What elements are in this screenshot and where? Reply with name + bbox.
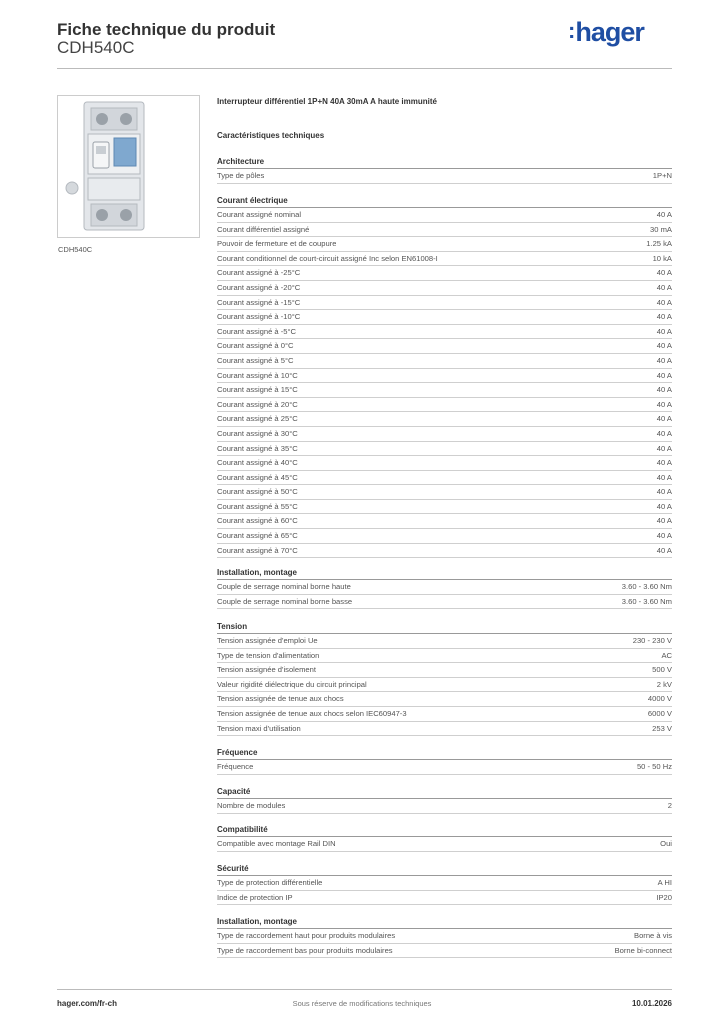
spec-section: [217, 155, 672, 184]
circuit-breaker-illustration: [58, 96, 199, 237]
spec-label: Courant assigné à -20°C: [217, 282, 301, 292]
spec-label: Courant assigné à 0°C: [217, 341, 294, 351]
footer-website-link[interactable]: hager.com/fr-ch: [57, 999, 118, 1008]
spec-label: Courant assigné à 65°C: [217, 531, 298, 541]
spec-value: 40 A: [656, 399, 672, 409]
spec-row: [217, 383, 672, 398]
spec-row: [217, 663, 672, 678]
spec-section: [217, 566, 672, 609]
spec-row: [217, 500, 672, 515]
logo-text: hager: [575, 17, 644, 47]
spec-row: [217, 266, 672, 281]
spec-row: [217, 412, 672, 427]
spec-label: Courant assigné à 40°C: [217, 458, 298, 468]
spec-label: Courant assigné à 35°C: [217, 443, 298, 453]
spec-value: 40 A: [656, 326, 672, 336]
spec-label: Tension assignée d'emploi Ue: [217, 636, 318, 645]
spec-label: Type de tension d'alimentation: [217, 650, 320, 660]
spec-value: 230 - 230 V: [632, 636, 672, 645]
spec-value: A HI: [657, 878, 672, 887]
spec-value: Borne à vis: [634, 931, 672, 940]
product-image: [57, 95, 200, 238]
spec-row: [217, 471, 672, 486]
spec-label: Courant assigné à 45°C: [217, 472, 298, 482]
spec-label: Fréquence: [217, 762, 254, 771]
spec-value: 40 A: [656, 516, 672, 526]
spec-value: 40 A: [656, 341, 672, 351]
spec-row: [217, 544, 672, 559]
spec-label: Courant assigné à 20°C: [217, 399, 298, 409]
spec-value: 40 A: [656, 210, 672, 219]
spec-value: 40 A: [656, 268, 672, 278]
spec-row: [217, 799, 672, 814]
spec-value: 2: [667, 801, 672, 810]
spec-row: [217, 678, 672, 693]
spec-row: [217, 649, 672, 664]
spec-row: [217, 529, 672, 544]
spec-row: [217, 692, 672, 707]
spec-label: Courant assigné nominal: [217, 210, 302, 219]
spec-label: Indice de protection IP: [217, 892, 293, 902]
spec-label: Courant assigné à 5°C: [217, 355, 294, 365]
header-divider: [57, 68, 672, 69]
spec-row: [217, 427, 672, 442]
section-title: Tension: [217, 620, 672, 634]
spec-row: [217, 208, 672, 223]
spec-value: 4000 V: [647, 694, 672, 704]
spec-label: Courant assigné à -5°C: [217, 326, 297, 336]
spec-value: 2 kV: [656, 679, 672, 689]
spec-row: [217, 169, 672, 184]
spec-row: [217, 595, 672, 610]
spec-label: Couple de serrage nominal borne haute: [217, 582, 351, 591]
section-title: Sécurité: [217, 862, 672, 876]
spec-row: [217, 760, 672, 775]
spec-label: Type de protection différentielle: [217, 878, 323, 887]
section-title: Architecture: [217, 155, 672, 169]
spec-label: Compatible avec montage Rail DIN: [217, 839, 336, 848]
spec-row: [217, 891, 672, 906]
tech-specs-heading: Caractéristiques techniques: [217, 131, 325, 140]
spec-label: Courant assigné à 70°C: [217, 545, 298, 555]
spec-section: [217, 862, 672, 905]
spec-value: 40 A: [656, 428, 672, 438]
spec-value: 40 A: [656, 385, 672, 395]
spec-label: Type de pôles: [217, 171, 265, 180]
section-title: Compatibilité: [217, 823, 672, 837]
section-title: Capacité: [217, 785, 672, 799]
spec-label: Tension assignée d'isolement: [217, 665, 316, 675]
spec-label: Courant assigné à 25°C: [217, 414, 298, 424]
spec-row: [217, 296, 672, 311]
section-title: Installation, montage: [217, 566, 672, 580]
spec-value: IP20: [656, 892, 672, 902]
spec-row: [217, 252, 672, 267]
spec-label: Courant différentiel assigné: [217, 224, 310, 234]
spec-value: 6000 V: [647, 708, 672, 718]
spec-row: [217, 442, 672, 457]
spec-value: 10 kA: [652, 253, 672, 263]
spec-value: 40 A: [656, 501, 672, 511]
spec-row: [217, 281, 672, 296]
spec-label: Tension assignée de tenue aux chocs selon IEC60947-3: [217, 708, 407, 718]
spec-section: [217, 915, 672, 958]
spec-section: [217, 823, 672, 852]
spec-value: 1P+N: [652, 171, 672, 180]
spec-row: [217, 237, 672, 252]
spec-value: 40 A: [656, 414, 672, 424]
spec-row: [217, 223, 672, 238]
spec-label: Courant assigné à 50°C: [217, 487, 298, 497]
spec-row: [217, 634, 672, 649]
spec-value: 40 A: [656, 545, 672, 555]
spec-row: [217, 514, 672, 529]
spec-value: Borne bi-connect: [614, 945, 672, 955]
spec-label: Valeur rigidité diélectrique du circuit principal: [217, 679, 367, 689]
spec-value: AC: [661, 650, 672, 660]
spec-label: Tension maxi d'utilisation: [217, 723, 301, 733]
spec-value: 40 A: [656, 297, 672, 307]
spec-row: [217, 325, 672, 340]
spec-row: [217, 339, 672, 354]
spec-value: 50 - 50 Hz: [636, 762, 672, 771]
spec-row: [217, 722, 672, 737]
spec-row: [217, 876, 672, 891]
spec-label: Courant assigné à -10°C: [217, 312, 301, 322]
spec-value: 40 A: [656, 312, 672, 322]
spec-value: Oui: [660, 839, 672, 848]
section-title: Installation, montage: [217, 915, 672, 929]
spec-value: 40 A: [656, 472, 672, 482]
spec-row: [217, 580, 672, 595]
spec-label: Courant assigné à 30°C: [217, 428, 298, 438]
spec-label: Tension assignée de tenue aux chocs: [217, 694, 344, 704]
spec-value: 40 A: [656, 487, 672, 497]
spec-value: 3.60 - 3.60 Nm: [621, 582, 672, 591]
spec-label: Courant assigné à 60°C: [217, 516, 298, 526]
spec-value: 1.25 kA: [646, 239, 672, 249]
spec-label: Courant assigné à -25°C: [217, 268, 301, 278]
spec-row: [217, 944, 672, 959]
product-reference: CDH540C: [57, 38, 135, 57]
spec-label: Courant assigné à 10°C: [217, 370, 298, 380]
spec-section: [217, 746, 672, 775]
spec-value: 40 A: [656, 458, 672, 468]
spec-row: [217, 929, 672, 944]
spec-value: 40 A: [656, 531, 672, 541]
spec-label: Type de raccordement bas pour produits modulaires: [217, 945, 393, 955]
spec-section: [217, 620, 672, 736]
spec-label: Type de raccordement haut pour produits modulaires: [217, 931, 396, 940]
spec-value: 500 V: [652, 665, 672, 675]
page-title: Fiche technique du produit: [57, 20, 276, 39]
spec-label: Nombre de modules: [217, 801, 286, 810]
section-title: Fréquence: [217, 746, 672, 760]
spec-value: 30 mA: [650, 224, 672, 234]
spec-row: [217, 456, 672, 471]
spec-value: 3.60 - 3.60 Nm: [621, 596, 672, 606]
spec-value: 40 A: [656, 282, 672, 292]
spec-row: [217, 485, 672, 500]
product-image-caption: CDH540C: [58, 245, 93, 254]
spec-label: Courant conditionnel de court-circuit assigné Inc selon EN61008-I: [217, 253, 438, 263]
spec-section: [217, 194, 672, 558]
footer-divider: [57, 989, 672, 990]
spec-row: [217, 310, 672, 325]
footer-date: 10.01.2026: [631, 999, 672, 1008]
spec-value: 40 A: [656, 370, 672, 380]
spec-label: Couple de serrage nominal borne basse: [217, 596, 353, 606]
section-title: Courant électrique: [217, 194, 672, 208]
spec-label: Courant assigné à -15°C: [217, 297, 301, 307]
spec-value: 40 A: [656, 355, 672, 365]
spec-label: Courant assigné à 55°C: [217, 501, 298, 511]
spec-value: 253 V: [652, 723, 672, 733]
footer-disclaimer: Sous réserve de modifications techniques: [292, 999, 432, 1008]
spec-row: [217, 354, 672, 369]
spec-row: [217, 369, 672, 384]
product-title: Interrupteur différentiel 1P+N 40A 30mA A haute immunité: [217, 97, 437, 106]
spec-row: [217, 398, 672, 413]
spec-label: Courant assigné à 15°C: [217, 385, 298, 395]
spec-label: Pouvoir de fermeture et de coupure: [217, 239, 337, 249]
spec-row: [217, 707, 672, 722]
spec-section: [217, 785, 672, 814]
spec-value: 40 A: [656, 443, 672, 453]
spec-row: [217, 837, 672, 852]
hager-logo: :hager: [568, 17, 644, 47]
